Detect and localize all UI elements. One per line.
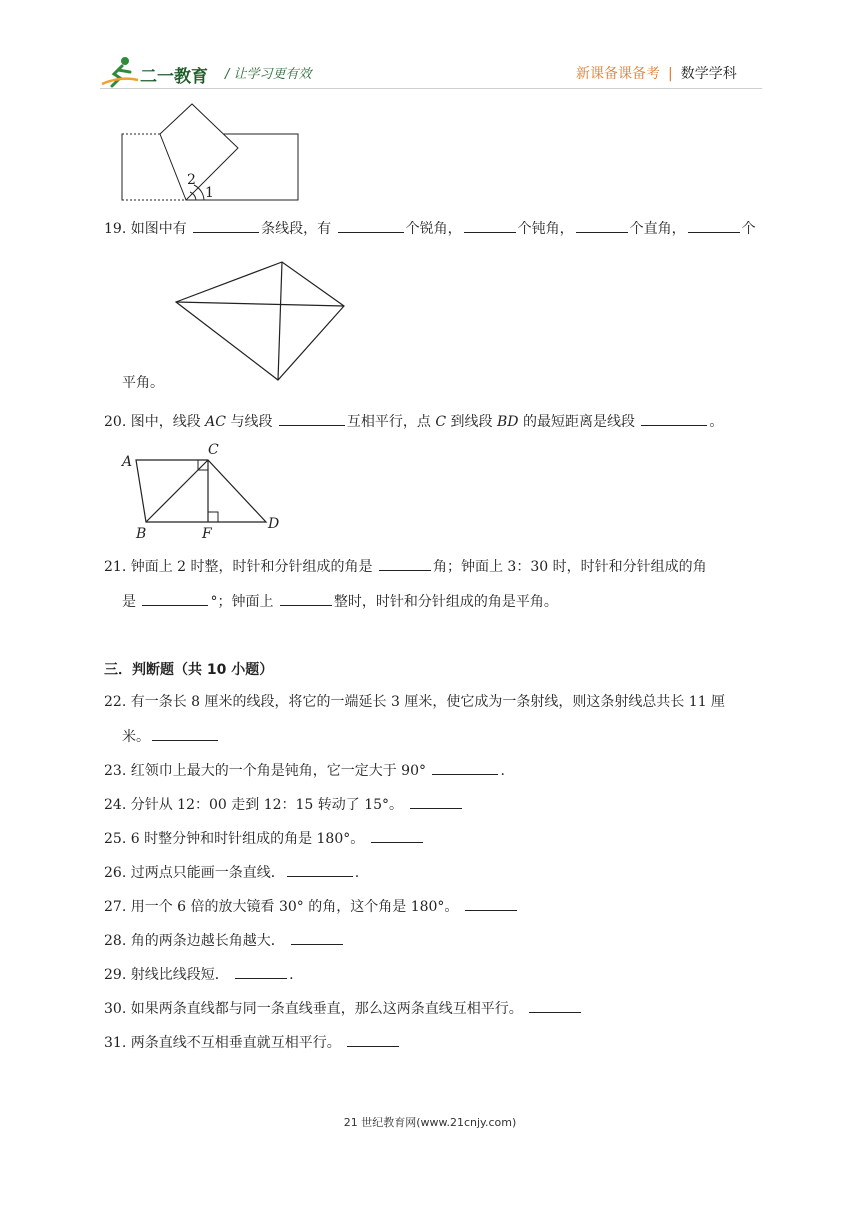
runner-logo-icon: [100, 56, 140, 90]
q19-blank-2[interactable]: [338, 218, 404, 233]
header-right: [576, 63, 737, 83]
question-24: [104, 794, 464, 815]
q21-text-5: 整时，时针和分针组成的角是平角。: [333, 594, 558, 610]
q20-var-c: C: [435, 414, 447, 430]
q21-blank-3[interactable]: [280, 591, 332, 606]
q26-blank[interactable]: [287, 862, 353, 877]
question-31: [104, 1032, 401, 1053]
q19-text-2: 条线段，有: [261, 221, 332, 237]
footer: 21 世纪教育网(www.21cnjy.com): [343, 1116, 517, 1129]
q20-number: 20.: [104, 414, 127, 430]
q24-blank[interactable]: [410, 794, 462, 809]
q31-blank[interactable]: [347, 1032, 399, 1047]
q29-number: 29.: [104, 967, 127, 983]
q30-text-1: 如果两条直线都与同一条直线垂直，那么这两条直线互相平行。: [130, 1001, 523, 1017]
q20-text-4: 到线段: [450, 414, 493, 430]
question-23: [104, 760, 505, 781]
q25-text-1: 6 时整分钟和时针组成的角是 180°。: [130, 831, 365, 847]
q21-blank-1[interactable]: [379, 556, 431, 571]
point-c-label: C: [208, 442, 219, 458]
question-22-line-2: [122, 726, 220, 747]
question-20: [104, 411, 723, 432]
q21-text-3: 是: [122, 594, 136, 610]
q22-text-2: 米。: [122, 729, 150, 745]
q23-blank[interactable]: [432, 760, 498, 775]
header-divider: [100, 88, 762, 89]
question-30: [104, 998, 583, 1019]
q27-number: 27.: [104, 899, 127, 915]
q24-text-1: 分针从 12：00 走到 12：15 转动了 15°。: [130, 797, 404, 813]
fold-label-1: 1: [205, 185, 214, 201]
q27-text-1: 用一个 6 倍的放大镜看 30° 的角，这个角是 180°。: [130, 899, 459, 915]
q21-number: 21.: [104, 559, 127, 575]
question-21-line-2: [122, 591, 558, 612]
q23-text-2: .: [500, 763, 505, 779]
q26-text-1: 过两点只能画一条直线．: [130, 865, 285, 881]
header: [0, 0, 860, 100]
q22-number: 22.: [104, 694, 127, 710]
question-19: [104, 218, 756, 239]
slogan: / 让学习更有效: [225, 67, 312, 82]
q19-text-4: 个钝角，: [517, 221, 574, 237]
q20-blank-1[interactable]: [279, 411, 345, 426]
point-d-label: D: [268, 516, 280, 532]
q21-text-2: 角；钟面上 3：30 时，时针和分针组成的角: [432, 559, 707, 575]
q27-blank[interactable]: [465, 896, 517, 911]
q20-text-1: 图中，线段: [130, 414, 201, 430]
question-25: [104, 828, 425, 849]
point-a-label: A: [122, 454, 133, 470]
q30-blank[interactable]: [529, 998, 581, 1013]
logo-text: 二一教育: [140, 67, 208, 87]
q30-number: 30.: [104, 1001, 127, 1017]
section-heading: 三．判断题（共 10 小题）: [104, 662, 274, 678]
q19-blank-3[interactable]: [464, 218, 516, 233]
question-21: [104, 556, 707, 577]
question-27: [104, 896, 519, 917]
q20-var-bd: BD: [496, 414, 519, 430]
kite-figure: [168, 256, 350, 384]
q19-blank-4[interactable]: [576, 218, 628, 233]
q19-text-5: 个直角，: [629, 221, 686, 237]
q28-text-1: 角的两条边越长角越大．: [130, 933, 285, 949]
header-separator: |: [668, 66, 673, 82]
q31-number: 31.: [104, 1035, 127, 1051]
q19-number: 19.: [104, 221, 127, 237]
q25-number: 25.: [104, 831, 127, 847]
q23-number: 23.: [104, 763, 127, 779]
q29-text-2: .: [289, 967, 294, 983]
question-26: [104, 862, 359, 883]
q19-continuation: 平角。: [122, 375, 164, 391]
q19-text-6: 个: [741, 221, 756, 237]
q23-text-1: 红领巾上最大的一个角是钝角，它一定大于 90°: [130, 763, 426, 779]
q19-blank-5[interactable]: [688, 218, 740, 233]
q24-number: 24.: [104, 797, 127, 813]
q20-blank-2[interactable]: [641, 411, 707, 426]
trapezoid-figure: [116, 442, 288, 544]
q20-text-3: 互相平行，点: [346, 414, 431, 430]
q20-text-2: 与线段: [230, 414, 273, 430]
header-subject-label: 数学学科: [680, 66, 737, 82]
q25-blank[interactable]: [371, 828, 423, 843]
fold-label-2: 2: [187, 172, 196, 188]
q20-text-6: 。: [709, 414, 724, 430]
point-f-label: F: [202, 526, 212, 542]
header-course-label: 新课备课备考: [576, 66, 660, 82]
q21-blank-2[interactable]: [142, 591, 208, 606]
question-28: [104, 930, 345, 951]
q19-text-1: 如图中有: [130, 221, 187, 237]
q26-number: 26.: [104, 865, 127, 881]
q22-blank[interactable]: [152, 726, 218, 741]
q21-text-4: °；钟面上: [210, 594, 274, 610]
q29-blank[interactable]: [235, 964, 287, 979]
q21-text-1: 钟面上 2 时整，时针和分针组成的角是: [130, 559, 373, 575]
question-22: [104, 692, 725, 712]
point-b-label: B: [136, 526, 147, 542]
q20-var-ac: AC: [205, 414, 226, 430]
q28-blank[interactable]: [291, 930, 343, 945]
q29-text-1: 射线比线段短．: [130, 967, 229, 983]
q28-number: 28.: [104, 933, 127, 949]
fold-figure: [118, 100, 308, 206]
question-29: [104, 964, 294, 985]
q20-text-5: 的最短距离是线段: [522, 414, 635, 430]
q26-text-2: .: [354, 865, 360, 881]
q31-text-1: 两条直线不互相垂直就互相平行。: [130, 1035, 341, 1051]
q19-text-3: 个锐角，: [405, 221, 462, 237]
q19-blank-1[interactable]: [193, 218, 259, 233]
q22-text-1: 有一条长 8 厘米的线段，将它的一端延长 3 厘米，使它成为一条射线，则这条射线总共长 11 厘: [130, 694, 726, 710]
